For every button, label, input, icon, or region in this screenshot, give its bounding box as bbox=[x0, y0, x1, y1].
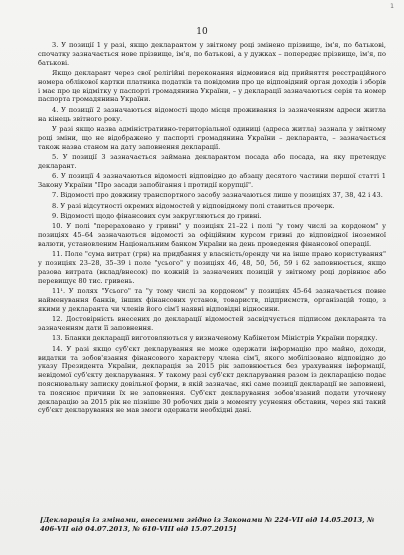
paragraph: 14. У разі якщо суб'єкт декларування не може одержати інформацію про майно, доходи, видатки та зобов'язання фінансового характеру члена сім'ї, якого мобілізовано відповідно до указу Президента України, декларація за 2015 рік заповнюється без урахування інформації, невідомої суб'єкту декларування. У такому разі суб'єкт декларування разом із декларацією подає пояснювальну записку довільної форми, в якій зазначає, які саме позиції декларації не заповнені, та пояснює причини їх не заповнення. Суб'єкт декларування зобов'язаний подати уточнену декларацію за 2015 рік не пізніше 30 робочих днів з моменту усунення обставин, через які такий суб'єкт декларування не мав змоги одержати необхідні дані. bbox=[38, 344, 386, 415]
document-body bbox=[38, 41, 386, 417]
paragraph: 8. У разі відсутності окремих відомостей у відповідному полі ставиться прочерк. bbox=[52, 201, 335, 210]
paragraph: 4. У позиції 2 зазначаються відомості щодо місця проживання із зазначенням адреси житла на кінець звітного року. bbox=[38, 105, 386, 123]
paragraph: Якщо декларант через свої релігійні переконання відмовився від прийняття реєстраційного номера облікової картки платника податків та повідомив про це відповідний орган доходів і зборів і має про це відмітку у паспорті громадянина України, – у декларації зазначаються серія та номер паспорта громадянина України. bbox=[38, 68, 386, 104]
corner-mark: 1 bbox=[390, 3, 394, 10]
paragraph: 3. У позиції 1 у разі, якщо декларантом у звітному році змінено прізвище, ім'я, по батькові, спочатку зазначається нове прізвище, ім'я, по батькові, а у дужках – попереднє прізвище, ім'я, по батькові. bbox=[38, 41, 386, 67]
paragraph: 11. Поле "сума витрат (грн) на придбання у власність/оренду чи на інше право користування" у позиціях 23–28, 35–39 і поле "усього" у позиціях 46, 48, 50, 56, 59 і 62 заповнюється, якщо разова витрата (вклад/внесок) по кожній із зазначених позицій у звітному році дорівнює або перевищує 80 тис. гривень. bbox=[38, 250, 386, 285]
paragraph: 10. У полі "перераховано у гривні" у позиціях 21–22 і полі "у тому числі за кордоном" у позиціях 45–64 зазначаються відомості за офіційним курсом гривні до відповідної іноземної валюти, установленим Національним банком України на день проведення фінансової операції. bbox=[38, 222, 386, 249]
paragraph: 6. У позиції 4 зазначаються відомості відповідно до абзацу десятого частини першої статті 1 Закону України "Про засади запобігання і протидії корупції". bbox=[38, 172, 386, 189]
paragraph: 5. У позиції 3 зазначається займана декларантом посада або посада, на яку претендує декларант. bbox=[38, 152, 386, 170]
amendment-note: [Декларація із змінами, внесеними згідно із Законами № 224-VII від 14.05.2013, № 406-VII від 04.07.2013, № 610-VIII від 15.07.2015] bbox=[40, 516, 375, 533]
page-number: 10 bbox=[196, 27, 208, 37]
paragraph: 13. Бланки декларації виготовляються у визначеному Кабінетом Міністрів України порядку. bbox=[52, 334, 378, 343]
paragraph: У разі якщо назва адміністративно-територіальної одиниці (адреса житла) зазнала у звітному році зміни, що не відображено у паспорті громадянина України – декларанта, – зазначається також назва станом на дату заповнення декларації. bbox=[38, 124, 386, 151]
paragraph: 12. Достовірність внесених до декларації відомостей засвідчується підписом декларанта та зазначенням дати її заповнення. bbox=[38, 315, 386, 333]
paragraph: 9. Відомості щодо фінансових сум закругляються до гривні. bbox=[52, 212, 262, 221]
paragraph: 7. Відомості про довжину транспортного засобу зазначаються лише у позиціях 37, 38, 42 і 43. bbox=[52, 191, 383, 200]
paragraph: 11¹. У полях "Усього" та "у тому числі за кордоном" у позиціях 45-64 зазначається повне найменування банків, інших фінансових установ, товариств, підприємств, організацій тощо, з якими у декларанта чи членів його сім'ї наявні відповідні відносини. bbox=[38, 287, 386, 313]
